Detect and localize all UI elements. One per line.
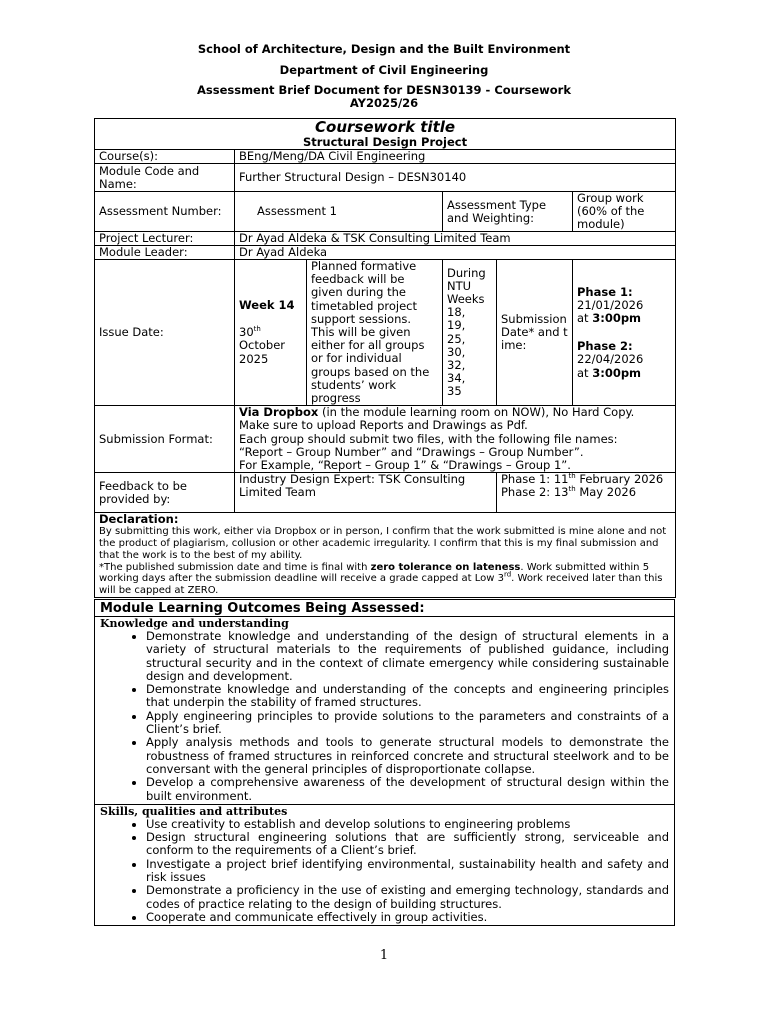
assessment-type-weight: (60% of the module) [577,204,645,231]
knowledge-list [100,630,669,803]
skills-item: • Investigate a project brief identifying environmental, sustainability health and safety and risk issues [146,858,669,885]
assessment-type-label: Assessment Type and Weighting: [443,192,573,232]
knowledge-item: • Demonstrate knowledge and understanding of the design of structural elements in a variety of structural materials to the requirements of published guidance, including structural security and in the context of climate emergency while considering sustainable design and development. [146,630,669,683]
feedback-phase2-suffix: May 2026 [575,485,637,500]
format-via: Via Dropbox [239,405,319,420]
issue-month: October [239,338,286,353]
submission-date-label: Submission Date* and time: [497,260,573,406]
issue-year: 2025 [239,351,269,366]
issue-day-suffix: th [253,324,261,333]
phase1-time: 3:00pm [592,310,642,325]
issue-day: 30 [239,324,254,339]
issue-date-value [235,260,307,406]
assessment-number-label: Assessment Number: [95,192,235,232]
leader-value: Dr Ayad Aldeka [235,246,676,260]
skills-item: • Design structural engineering solutions that are sufficiently strong, serviceable and conform to the requirements of a Client’s brief. [146,831,669,858]
knowledge-item: • Develop a comprehensive awareness of the development of structural design within the built environment. [146,776,669,803]
skills-heading: Skills, qualities and attributes [100,804,288,818]
phase1-date: 21/01/2026 [577,297,644,312]
phase2-label: Phase 2: [577,339,633,354]
knowledge-item: • Apply engineering principles to provide solutions to the parameters and constraints of a Client’s brief. [146,710,669,737]
assessment-type-group: Group work [577,191,644,205]
phase2-time: 3:00pm [592,365,642,380]
issue-date-label: Issue Date: [95,260,235,406]
format-line1: (in the module learning room on NOW), No Hard Copy. [318,405,635,420]
feedback-phase1-sup: th [568,472,576,481]
document-title: Assessment Brief Document for DESN30139 - Coursework [196,83,572,97]
skills-item: • Demonstrate a proficiency in the use of existing and emerging technology, standards and codes of practice relating to the design of building structures. [146,884,669,911]
module-value: Further Structural Design – DESN30140 [235,164,676,192]
title-cell [95,119,676,150]
assessment-brief-table [94,118,676,598]
knowledge-heading: Knowledge and understanding [100,617,289,630]
department-heading: Department of Civil Engineering [279,63,489,77]
leader-label: Module Leader: [95,246,235,260]
academic-year: AY2025/26 [349,96,419,110]
declaration-cell [95,513,676,598]
course-value: BEng/Meng/DA Civil Engineering [235,150,676,164]
school-heading: School of Architecture, Design and the Built Environment [197,42,571,56]
submission-phases [573,260,676,406]
issue-week: Week 14 [239,298,295,313]
assessment-type-value [573,192,676,232]
skills-item: • Use creativity to establish and develop solutions to engineering problems [146,818,669,831]
course-label: Course(s): [95,150,235,164]
module-label: Module Code and Name: [95,164,235,192]
page-number: 1 [379,948,389,963]
feedback-phase2-sup: th [568,485,576,494]
skills-cell [95,804,675,925]
skills-list [100,818,669,924]
knowledge-item: • Demonstrate knowledge and understanding of the concepts and engineering principles that underpin the stability of framed structures. [146,683,669,710]
feedback-value: Industry Design Expert: TSK Consulting Limited Team [235,473,497,513]
declaration-note [99,562,671,597]
phase1-label: Phase 1: [577,284,633,299]
phase2-at: at [577,365,589,380]
declaration-note-b: . Work submitted within 5 working days after the submission deadline will receive a grade capped at Low 3 [99,561,650,585]
skills-item: • Cooperate and communicate effectively in group activities. [146,911,669,924]
knowledge-cell [95,617,675,805]
format-value [235,406,676,473]
lecturer-value: Dr Ayad Aldeka & TSK Consulting Limited Team [235,232,676,246]
phase2-date: 22/04/2026 [577,352,644,367]
format-line5: For Example, “Report – Group 1” & “Drawings – Group 1”. [239,458,571,473]
declaration-text: By submitting this work, either via Dropbox or in person, I confirm that the work submitted is mine alone and not the product of plagiarism, collusion or other academic irregularity. I confirm that this is my final submission and that the work is to the best of my ability. [99,526,667,561]
feedback-weeks: During NTU Weeks 18, 19, 25, 30, 32, 34, 35 [443,260,497,406]
feedback-label: Feedback to be provided by: [95,473,235,513]
phase1-at: at [577,310,589,325]
lecturer-label: Project Lecturer: [95,232,235,246]
learning-outcomes-table [94,599,675,926]
feedback-phase2: Phase 2: 13 [501,485,569,500]
formative-feedback-text: Planned formative feedback will be given during the timetabled project support sessions. This will be given either for all groups or for individual groups based on the students’ work progress [307,260,443,406]
knowledge-item: • Apply analysis methods and tools to generate structural models to demonstrate the robustness of framed structures in reinforced concrete and structural steelwork and to be conversant with the general principles of disproportionate collapse. [146,736,669,776]
format-label: Submission Format: [95,406,235,473]
declaration-note-bold: zero tolerance on lateness [370,561,521,573]
declaration-note-a: *The published submission date and time is final with [99,561,371,573]
format-line4: “Report – Group Number” and “Drawings – Group Number”. [239,444,584,459]
feedback-phase1-suffix: February 2026 [575,472,664,487]
assessment-number-value: Assessment 1 [235,192,443,232]
feedback-phase1: Phase 1: 11 [501,472,569,487]
declaration-note-c: . Work received later than this will be capped at ZERO. [99,573,663,597]
coursework-title: Coursework title [315,118,456,136]
feedback-dates [497,473,676,513]
outcomes-title: Module Learning Outcomes Being Assessed: [95,600,675,617]
declaration-title: Declaration: [99,512,179,527]
declaration-note-sup: rd [503,571,512,580]
format-line2: Make sure to upload Reports and Drawings as Pdf. [239,418,528,433]
coursework-subtitle: Structural Design Project [302,135,468,149]
format-line3: Each group should submit two files, with the following file names: [239,431,618,446]
